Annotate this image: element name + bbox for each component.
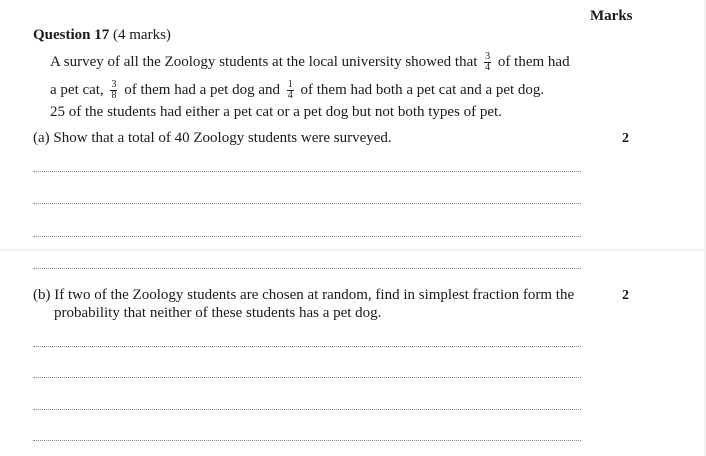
- answer-line[interactable]: [33, 377, 581, 378]
- fraction-denominator: 8: [111, 90, 117, 101]
- stem-line-2: [50, 80, 544, 101]
- stem-line-3: 25 of the students had either a pet cat or a pet dog but not both types of pet.: [50, 104, 502, 120]
- answer-line[interactable]: [33, 440, 581, 441]
- stem-text: of them had: [497, 53, 570, 70]
- fraction-denominator: 4: [485, 62, 491, 73]
- fraction-three-quarters: [484, 52, 491, 73]
- fraction-numerator: 1: [287, 79, 293, 90]
- part-b-prompt-line-2: probability that neither of these students has a pet dog.: [54, 305, 382, 321]
- stem-line-1: [50, 52, 570, 73]
- answer-line[interactable]: [33, 346, 581, 347]
- fraction-numerator: 3: [485, 51, 491, 62]
- answer-line[interactable]: [33, 268, 581, 269]
- stem-text: of them had a pet dog and: [124, 81, 281, 98]
- part-a-prompt: (a) Show that a total of 40 Zoology students were surveyed.: [33, 130, 392, 146]
- fraction-denominator: 4: [287, 90, 293, 101]
- stem-text: a pet cat,: [50, 81, 104, 98]
- page-fold: [0, 249, 706, 251]
- question-title: [33, 27, 171, 44]
- part-b-marks: 2: [622, 288, 629, 303]
- stem-text: of them had both a pet cat and a pet dog.: [300, 81, 545, 98]
- part-a-marks: 2: [622, 131, 629, 146]
- fraction-numerator: 3: [111, 79, 117, 90]
- question-marks: (4 marks): [113, 27, 171, 43]
- stem-text: A survey of all the Zoology students at the local university showed that: [50, 53, 478, 70]
- marks-column-header: Marks: [590, 8, 633, 24]
- part-b-prompt-line-1: (b) If two of the Zoology students are chosen at random, find in simplest fraction form the: [33, 287, 575, 303]
- fraction-one-quarter: [287, 80, 294, 101]
- answer-line[interactable]: [33, 409, 581, 410]
- question-number: Question 17: [33, 27, 110, 43]
- answer-line[interactable]: [33, 171, 581, 172]
- fraction-three-eighths: [110, 80, 117, 101]
- answer-line[interactable]: [33, 236, 581, 237]
- answer-line[interactable]: [33, 203, 581, 204]
